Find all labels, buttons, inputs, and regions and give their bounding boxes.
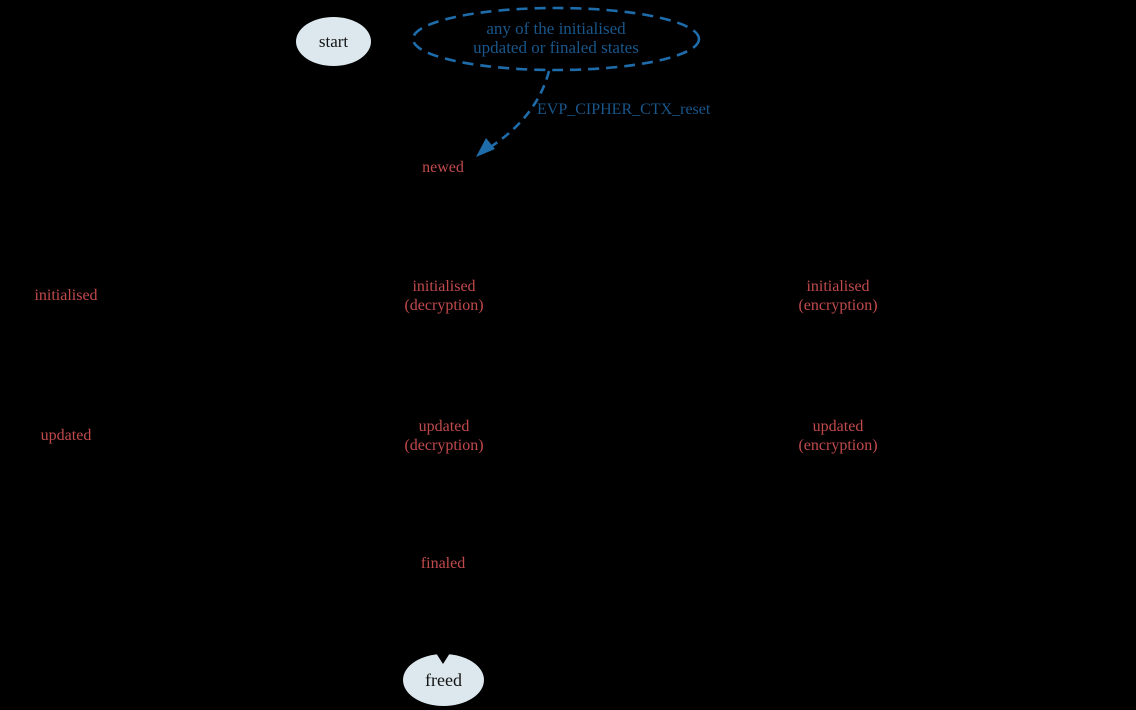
state-label-initialised: initialised [34,287,98,304]
state-label-initialised-encryption [798,277,877,315]
any-states-label-line1: any of the initialised [486,19,626,38]
state-label-updated-decryption-line2: (decryption) [404,437,484,454]
state-label-updated: updated [40,427,92,444]
state-label-updated-decryption-line1: updated [418,418,470,435]
state-label-initialised-encryption-line1: initialised [806,278,870,295]
state-label-initialised-encryption-line2: (encryption) [798,297,878,314]
state-label-updated-encryption-line1: updated [812,418,864,435]
state-label-newed: newed [422,159,464,176]
node-freed [403,654,484,706]
node-freed-label: freed [425,669,462,690]
state-label-initialised-decryption [404,277,483,315]
any-states-label-line2: updated or finaled states [473,38,639,57]
node-start [296,17,371,66]
reset-edge-label: EVP_CIPHER_CTX_reset [537,101,711,118]
reset-arrowhead-icon [476,138,495,157]
state-label-finaled: finaled [420,555,466,572]
state-label-updated-encryption [798,417,877,455]
node-start-label: start [318,31,349,51]
state-label-initialised-decryption-line2: (decryption) [404,297,484,314]
state-label-initialised-decryption-line1: initialised [412,278,476,295]
state-label-updated-decryption [404,417,483,455]
state-label-updated-encryption-line2: (encryption) [798,437,878,454]
any-states-label [473,19,639,57]
